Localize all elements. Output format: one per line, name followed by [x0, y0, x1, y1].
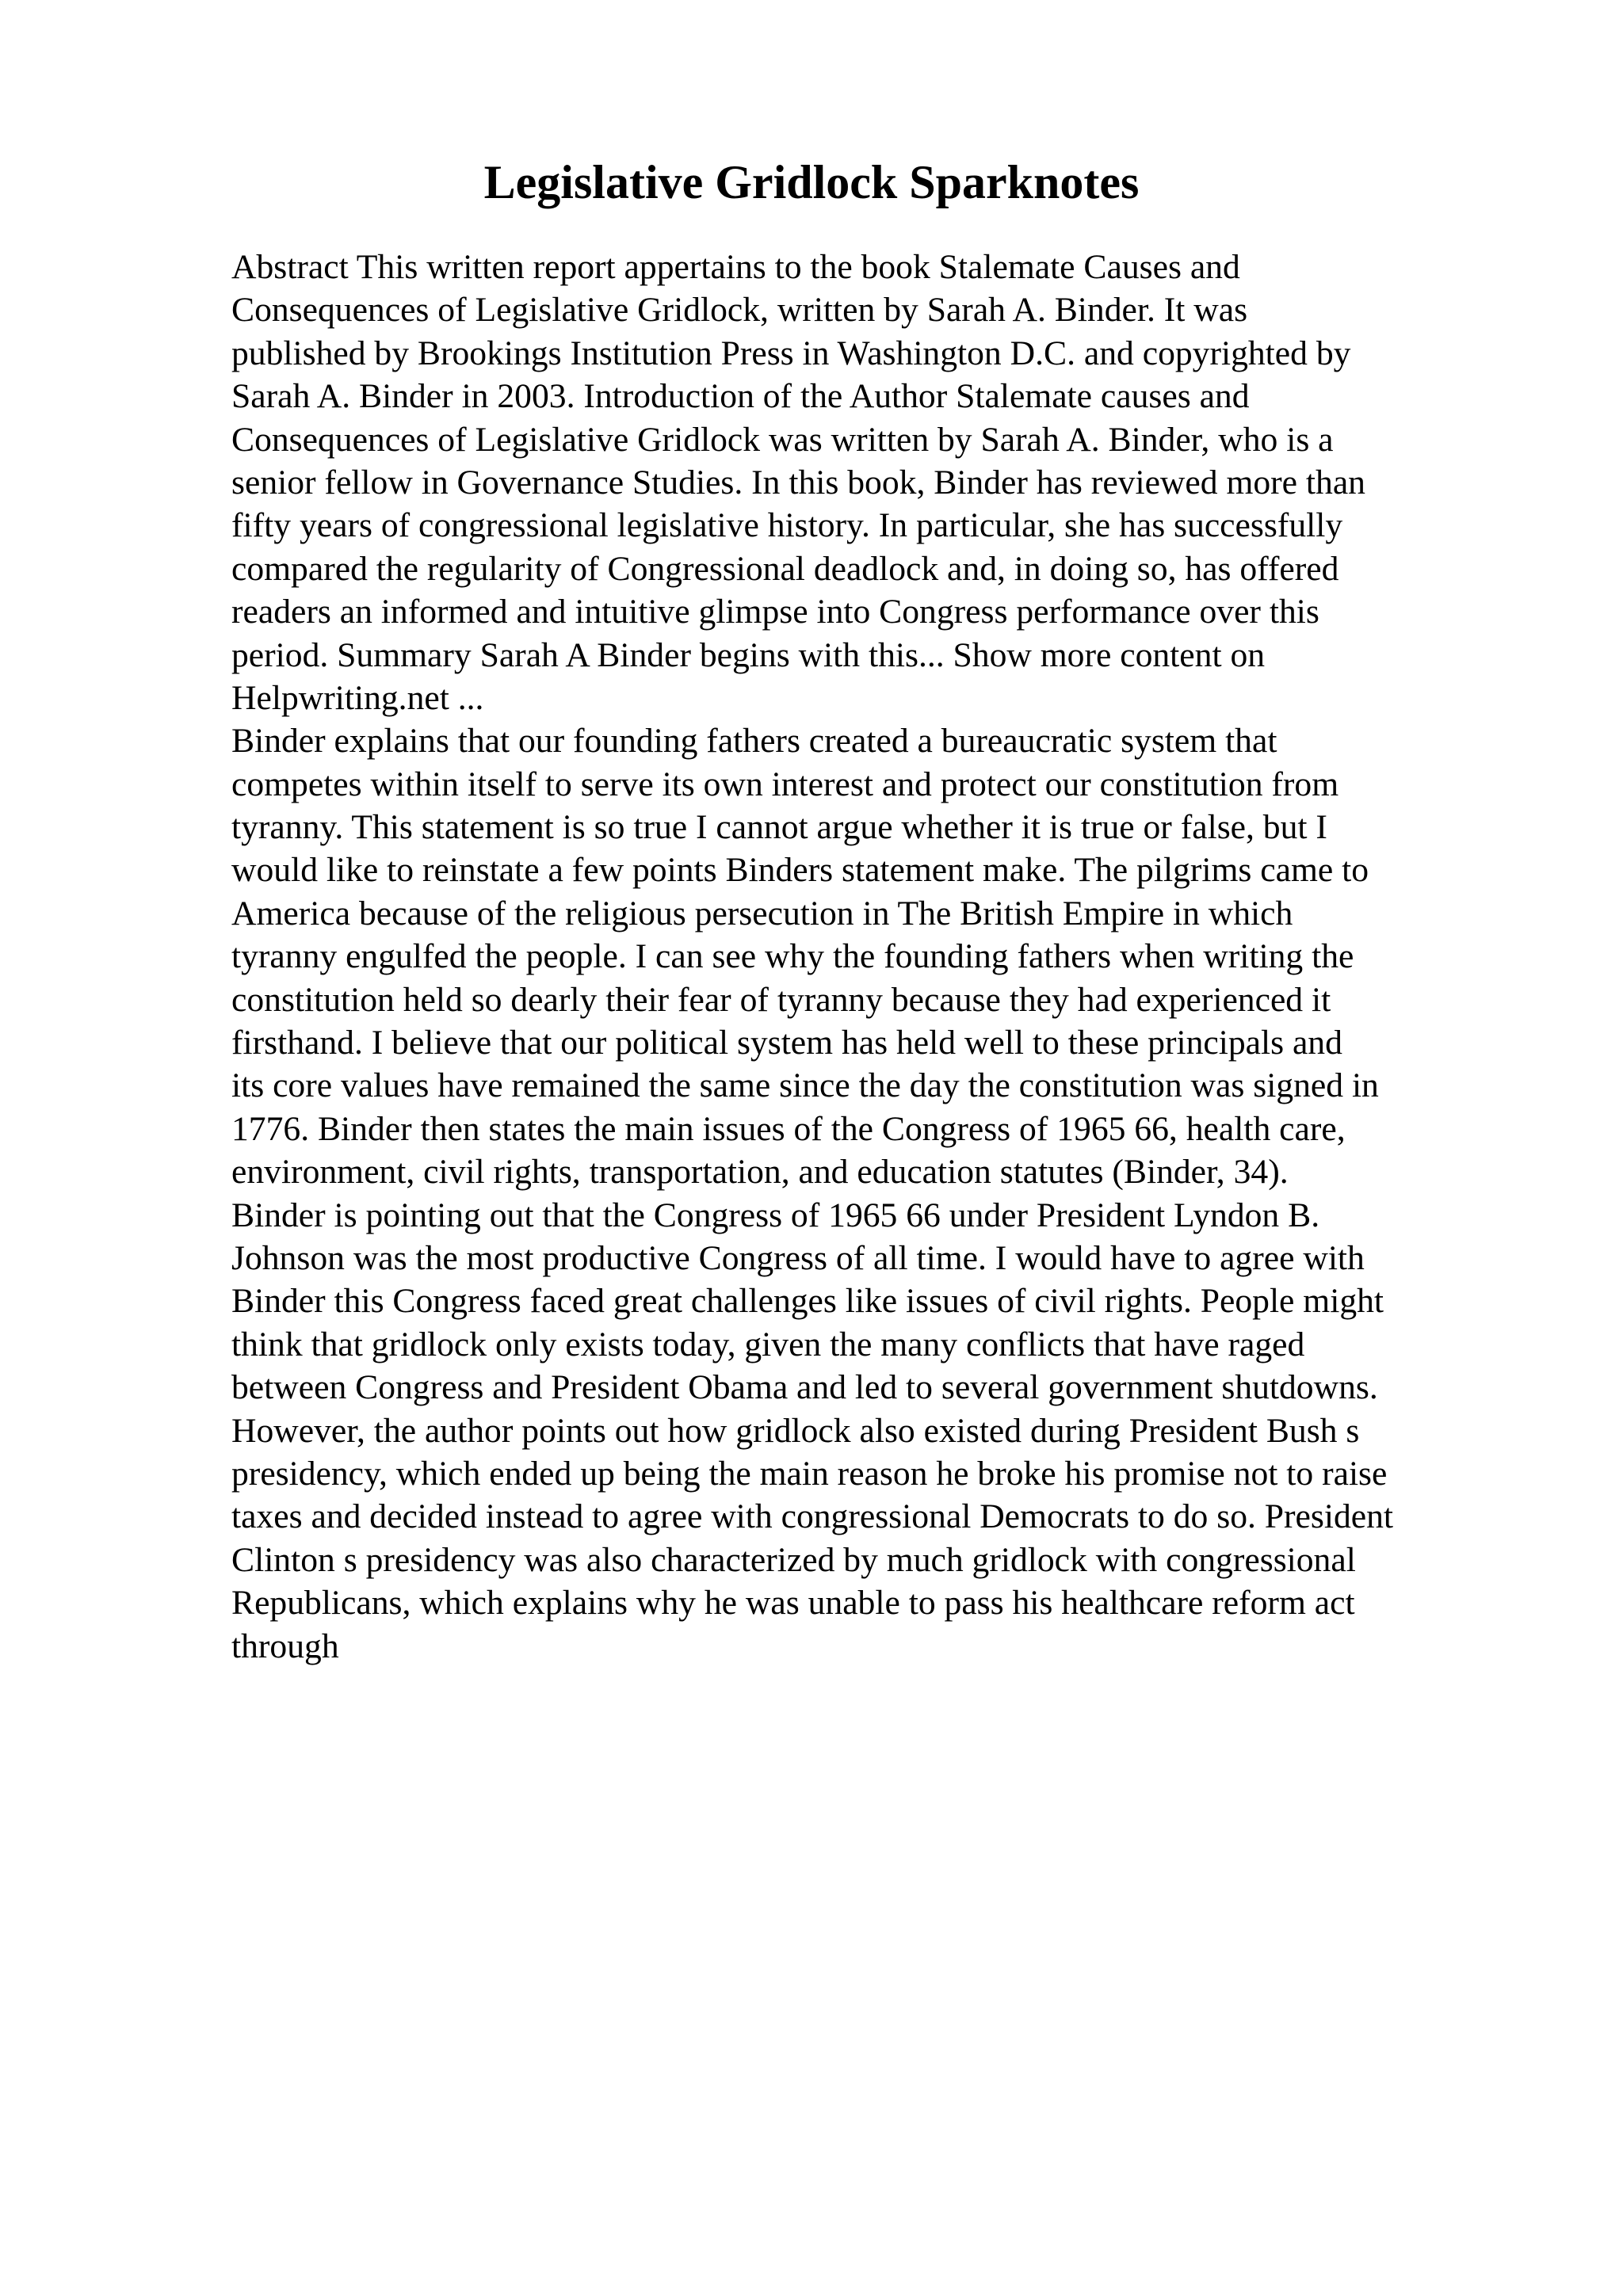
body-line: 1776. Binder then states the main issues of the Congress of 1965 66, health care,	[231, 1109, 1346, 1148]
body-line: Clinton s presidency was also characterized by much gridlock with congressional	[231, 1540, 1356, 1579]
body-line: Binder is pointing out that the Congress of 1965 66 under President Lyndon B.	[231, 1196, 1320, 1234]
body-line: Sarah A. Binder in 2003. Introduction of the Author Stalemate causes and	[231, 377, 1250, 416]
body-line: Binder explains that our founding fathers created a bureaucratic system that	[231, 722, 1277, 761]
body-line: environment, civil rights, transportation, and education statutes (Binder, 34).	[231, 1153, 1289, 1192]
body-line: competes within itself to serve its own interest and protect our constitution from	[231, 765, 1339, 803]
body-line: compared the regularity of Congressional deadlock and, in doing so, has offered	[231, 549, 1339, 588]
body-line: think that gridlock only exists today, given the many conflicts that have raged	[231, 1325, 1305, 1363]
body-line: fifty years of congressional legislative history. In particular, she has successfully	[231, 506, 1343, 545]
body-line: Johnson was the most productive Congress of all time. I would have to agree with	[231, 1238, 1365, 1277]
body-line: America because of the religious persecution in The British Empire in which	[231, 894, 1293, 933]
body-line: tyranny. This statement is so true I cannot argue whether it is true or false, but I	[231, 808, 1327, 847]
body-line: published by Brookings Institution Press in Washington D.C. and copyrighted by	[231, 334, 1351, 372]
body-line: period. Summary Sarah A Binder begins with this... Show more content on	[231, 635, 1266, 674]
body-line: through	[231, 1627, 339, 1665]
body-line: Republicans, which explains why he was unable to pass his healthcare reform act	[231, 1584, 1355, 1623]
body-line: constitution held so dearly their fear of tyranny because they had experienced it	[231, 980, 1331, 1019]
body-line: between Congress and President Obama and led to several government shutdowns.	[231, 1368, 1378, 1407]
body-line: Helpwriting.net ...	[231, 678, 484, 717]
body-line: its core values have remained the same since the day the constitution was signed in	[231, 1066, 1379, 1105]
body-line: Consequences of Legislative Gridlock was written by Sarah A. Binder, who is a	[231, 420, 1334, 459]
body-line: would like to reinstate a few points Binders statement make. The pilgrims came to	[231, 851, 1369, 890]
body-line: firsthand. I believe that our political system has held well to these principals and	[231, 1024, 1342, 1062]
body-line: taxes and decided instead to agree with congressional Democrats to do so. President	[231, 1497, 1394, 1536]
body-line: Binder this Congress faced great challenges like issues of civil rights. People might	[231, 1282, 1384, 1321]
body-line: tyranny engulfed the people. I can see why the founding fathers when writing the	[231, 937, 1354, 976]
body-line: senior fellow in Governance Studies. In this book, Binder has reviewed more than	[231, 463, 1365, 502]
body-line: presidency, which ended up being the main reason he broke his promise not to raise	[231, 1454, 1388, 1493]
document-body	[231, 246, 1484, 1668]
body-line: Consequences of Legislative Gridlock, written by Sarah A. Binder. It was	[231, 291, 1248, 330]
document-title: Legislative Gridlock Sparknotes	[483, 156, 1140, 208]
body-line: Abstract This written report appertains to the book Stalemate Causes and	[231, 248, 1240, 286]
body-line: However, the author points out how gridlock also existed during President Bush s	[231, 1411, 1360, 1450]
body-line: readers an informed and intuitive glimpse into Congress performance over this	[231, 593, 1319, 631]
